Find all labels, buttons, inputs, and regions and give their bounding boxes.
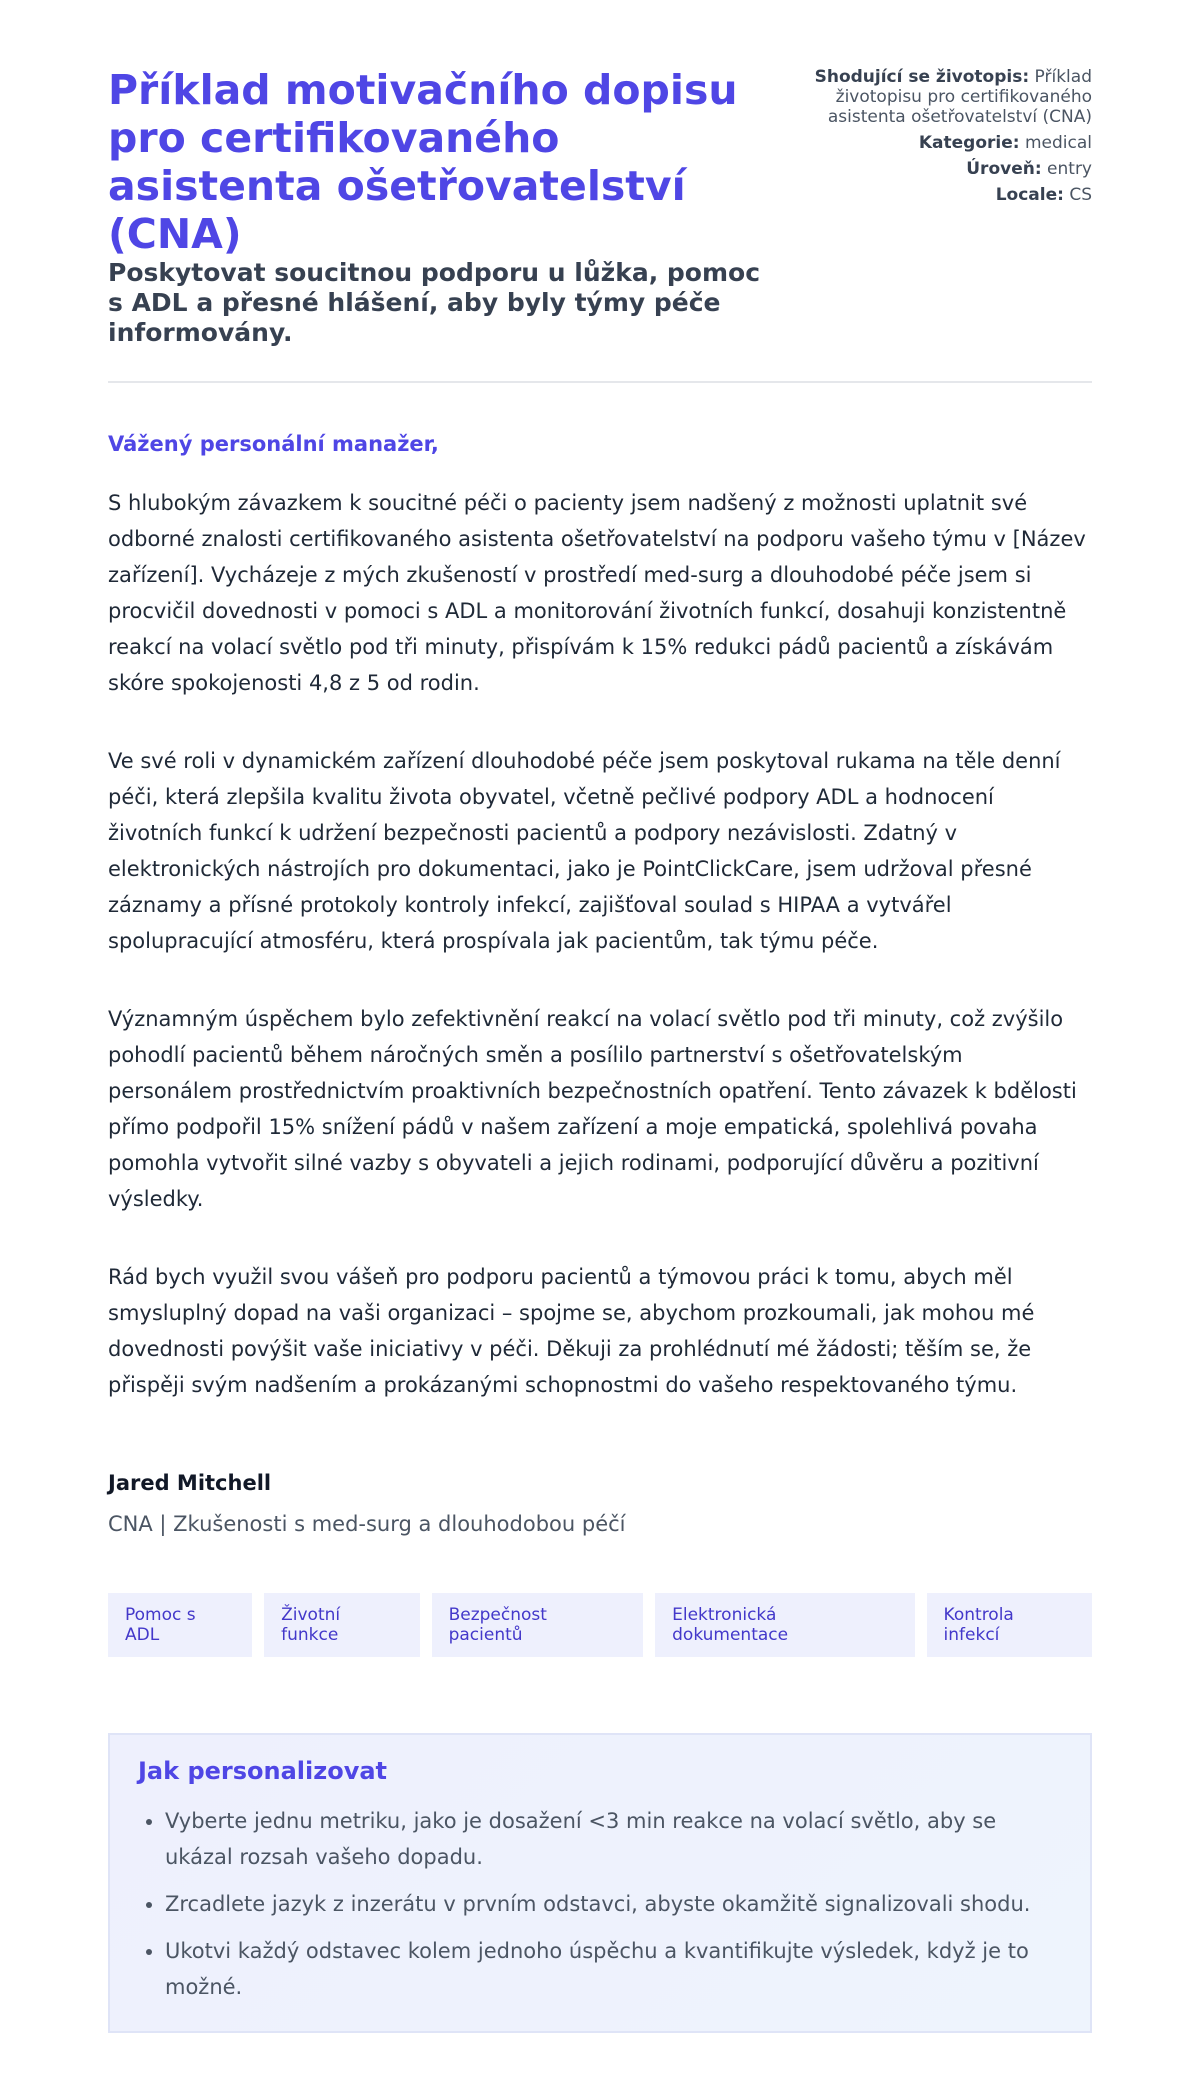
meta-category-value: medical: [1024, 133, 1092, 153]
meta-locale-label: Locale:: [995, 185, 1064, 205]
meta-level-label: Úroveň:: [966, 159, 1042, 179]
tip-item: • Vyberte jednu metriku, jako je dosažení <3 min reakce na volací světlo, aby se ukázal rozsah vašeho dopadu.: [165, 1803, 1062, 1875]
meta-category-label: Kategorie:: [918, 133, 1020, 153]
tip-item: • Zrcadlete jazyk z inzerátu v prvním odstavci, abyste okamžitě signalizovali shodu.: [165, 1886, 1062, 1922]
tip-item: • Ukotvi každý odstavec kolem jednoho úspěchu a kvantifikujte výsledek, když je to možné.: [165, 1933, 1062, 2005]
skill-tag: Bezpečnost pacientů: [432, 1593, 644, 1657]
skill-tag: Kontrola infekcí: [927, 1593, 1092, 1657]
letter-paragraph: Významným úspěchem bylo zefektivnění reakcí na volací světlo pod tři minuty, což zvýšilo pohodlí pacientů během náročných směn a posílilo partnerství s ošetřovatelským personálem prostřednictvím proaktivních bezpečnostních opatření. Tento závazek k bdělosti přímo podpořil 15% snížení pádů v našem zařízení a moje empatická, spolehlivá povaha pomohla vytvořit silné vazby s obyvateli a jejich rodinami, podporující důvěru a pozitivní výsledky.: [108, 1007, 1077, 1211]
personalize-tips-box: [108, 1733, 1092, 2033]
signature-block: [108, 1470, 1092, 1537]
skill-tag: Pomoc s ADL: [108, 1593, 252, 1657]
skill-tags: [108, 1593, 1092, 1657]
meta-panel: [777, 67, 1092, 211]
meta-locale-value: CS: [1069, 185, 1092, 205]
letter-paragraph: S hlubokým závazkem k soucitné péči o pacienty jsem nadšený z možnosti uplatnit své odborné znalosti certifikovaného asistenta ošetřovatelství na podporu vašeho týmu v [Název zařízení]. Vycházeje z mých zkušeností v prostředí med-surg a dlouhodobé péče jsem si procvičil dovednosti v pomoci s ADL a monitorování životních funkcí, dosahuji konzistentně reakcí na volací světlo pod tři minuty, přispívám k 15% redukci pádů pacientů a získávám skóre spokojenosti 4,8 z 5 od rodin.: [108, 491, 1086, 695]
page-subtitle: Poskytovat soucitnou podporu u lůžka, pomoc s ADL a přesné hlášení, aby byly týmy péče informovány.: [108, 258, 761, 347]
meta-resume-label: Shodující se životopis:: [814, 67, 1030, 87]
letter-paragraph: Ve své roli v dynamickém zařízení dlouhodobé péče jsem poskytoval rukama na těle denní péči, která zlepšila kvalitu života obyvatel, včetně pečlivé podpory ADL a hodnocení životních funkcí k udržení bezpečnosti pacientů a podpory nezávislosti. Zdatný v elektronických nástrojích pro dokumentaci, jako je PointClickCare, jsem udržoval přesné záznamy a přísné protokoly kontroly infekcí, zajišťoval soulad s HIPAA a vytvářel spolupracující atmosféru, která prospívala jak pacientům, tak týmu péče.: [108, 749, 1061, 953]
meta-resume-value: Příklad životopisu pro certifikovaného asistenta ošetřovatelství (CNA): [827, 67, 1092, 127]
page-title: Příklad motivačního dopisu pro certifikovaného asistenta ošetřovatelství (CNA): [108, 66, 738, 258]
signature-name: Jared Mitchell: [108, 1471, 272, 1495]
header-titles: [108, 66, 777, 348]
tips-list: [138, 1803, 1062, 2005]
meta-matching-resume: [777, 67, 1092, 127]
skill-tag: Životní funkce: [264, 1593, 419, 1657]
header-divider: [108, 381, 1092, 383]
skill-tag: Elektronická dokumentace: [655, 1593, 914, 1657]
signature-role: CNA | Zkušenosti s med-surg a dlouhodobou péčí: [108, 1512, 626, 1536]
meta-locale: [777, 185, 1092, 205]
meta-category: [777, 133, 1092, 153]
tips-title: Jak personalizovat: [138, 1757, 388, 1785]
meta-level: [777, 159, 1092, 179]
letter-paragraph: Rád bych využil svou vášeň pro podporu pacientů a týmovou práci k tomu, abych měl smysluplný dopad na vaši organizaci – spojme se, abychom prozkoumali, jak mohou mé dovednosti povýšit vaše iniciativy v péči. Děkuji za prohlédnutí mé žádosti; těším se, že přispěji svým nadšením a prokázanými schopnostmi do vašeho respektovaného týmu.: [108, 1265, 1035, 1397]
meta-level-value: entry: [1047, 159, 1092, 179]
letter-salutation: Vážený personální manažer,: [108, 432, 439, 456]
page-header: [108, 66, 1092, 348]
